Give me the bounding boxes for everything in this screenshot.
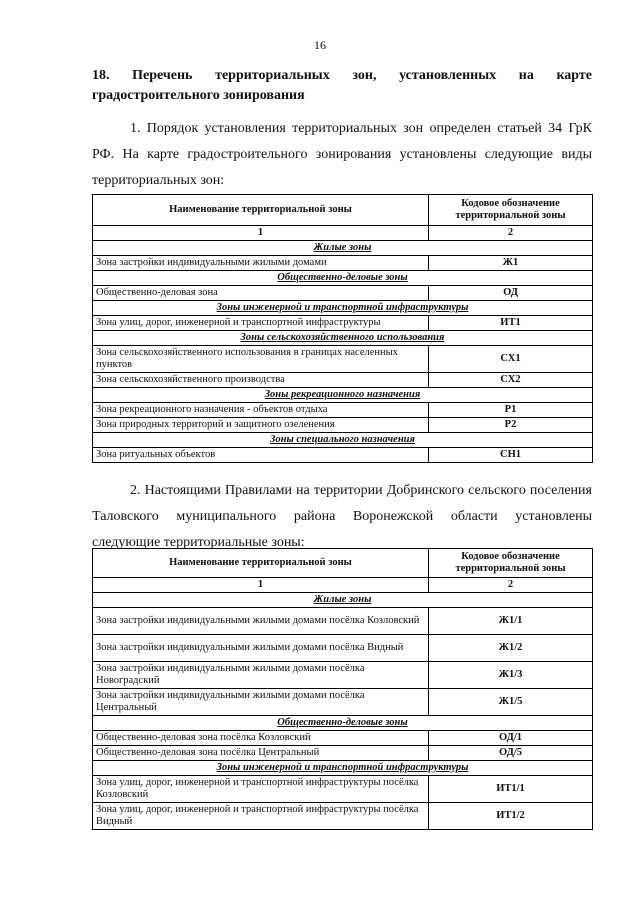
group-row xyxy=(93,433,593,448)
zone-code: Ж1/1 xyxy=(429,608,593,635)
zone-name: Зона сельскохозяйственного использования в границах населенных пунктов xyxy=(93,346,429,373)
table-row xyxy=(93,776,593,803)
group-title: Зоны инженерной и транспортной инфраструктуры xyxy=(93,761,593,776)
zone-name: Зона застройки индивидуальными жилыми домами посёлка Новоградский xyxy=(93,662,429,689)
table-row xyxy=(93,418,593,433)
group-title: Зоны инженерной и транспортной инфраструктуры xyxy=(93,301,593,316)
group-row xyxy=(93,331,593,346)
table-row xyxy=(93,373,593,388)
table-row xyxy=(93,316,593,331)
header-zone-name: Наименование территориальной зоны xyxy=(93,549,429,578)
zone-code: ИТ1/2 xyxy=(429,803,593,830)
zone-name: Зона застройки индивидуальными жилыми домами посёлка Центральный xyxy=(93,689,429,716)
table-row xyxy=(93,286,593,301)
section-heading: 18. Перечень территориальных зон, установленных на карте градостроительного зонирования xyxy=(92,68,592,103)
group-title: Зоны специального назначения xyxy=(93,433,593,448)
zone-code: СН1 xyxy=(429,448,593,463)
column-number-2: 2 xyxy=(429,578,593,593)
table-row xyxy=(93,448,593,463)
zones-table-1 xyxy=(92,194,593,463)
group-title: Общественно-деловые зоны xyxy=(93,716,593,731)
zone-name: Зона улиц, дорог, инженерной и транспортной инфраструктуры xyxy=(93,316,429,331)
header-zone-name: Наименование территориальной зоны xyxy=(93,195,429,226)
zone-code: СХ1 xyxy=(429,346,593,373)
table-row xyxy=(93,689,593,716)
column-number-2: 2 xyxy=(429,226,593,241)
group-title: Зоны рекреационного назначения xyxy=(93,388,593,403)
zone-name: Зона ритуальных объектов xyxy=(93,448,429,463)
table-row xyxy=(93,662,593,689)
group-row xyxy=(93,761,593,776)
zone-code: Ж1/3 xyxy=(429,662,593,689)
zones-table-2 xyxy=(92,548,593,830)
group-title: Жилые зоны xyxy=(93,241,593,256)
zone-code: Ж1 xyxy=(429,256,593,271)
zone-code: Р2 xyxy=(429,418,593,433)
paragraph-2: 2. Настоящими Правилами на территории Добринского сельского поселения Таловского муниципального района Воронежской области установлены следующие территориальные зоны: xyxy=(92,483,592,550)
table-2-body xyxy=(93,593,593,830)
group-title: Жилые зоны xyxy=(93,593,593,608)
zone-name: Общественно-деловая зона посёлка Центральный xyxy=(93,746,429,761)
zone-name: Зона рекреационного назначения - объектов отдыха xyxy=(93,403,429,418)
group-row xyxy=(93,388,593,403)
zone-code: ИТ1 xyxy=(429,316,593,331)
zone-name: Зона улиц, дорог, инженерной и транспортной инфраструктуры посёлка Видный xyxy=(93,803,429,830)
zone-code: ОД/5 xyxy=(429,746,593,761)
table-row xyxy=(93,803,593,830)
group-row xyxy=(93,716,593,731)
paragraph-1: 1. Порядок установления территориальных зон определен статьей 34 ГрК РФ. На карте градостроительного зонирования установлены следующие виды территориальных зон: xyxy=(92,121,592,188)
column-number-1: 1 xyxy=(93,578,429,593)
column-number-1: 1 xyxy=(93,226,429,241)
zone-code: ОД/1 xyxy=(429,731,593,746)
zone-code: Р1 xyxy=(429,403,593,418)
table-row xyxy=(93,746,593,761)
zone-name: Зона природных территорий и защитного озеленения xyxy=(93,418,429,433)
group-row xyxy=(93,241,593,256)
table-row xyxy=(93,731,593,746)
zone-code: ИТ1/1 xyxy=(429,776,593,803)
column-number-row xyxy=(93,226,593,241)
table-row xyxy=(93,346,593,373)
header-zone-code: Кодовое обозначение территориальной зоны xyxy=(429,195,593,226)
zone-code: СХ2 xyxy=(429,373,593,388)
zone-code: Ж1/5 xyxy=(429,689,593,716)
group-row xyxy=(93,271,593,286)
zone-code: ОД xyxy=(429,286,593,301)
group-row xyxy=(93,593,593,608)
group-title: Общественно-деловые зоны xyxy=(93,271,593,286)
zone-name: Общественно-деловая зона посёлка Козловский xyxy=(93,731,429,746)
zone-name: Зона сельскохозяйственного производства xyxy=(93,373,429,388)
zone-name: Зона застройки индивидуальными жилыми домами xyxy=(93,256,429,271)
group-title: Зоны сельскохозяйственного использования xyxy=(93,331,593,346)
group-row xyxy=(93,301,593,316)
table-row xyxy=(93,608,593,635)
table-1-body xyxy=(93,241,593,463)
zone-name: Общественно-деловая зона xyxy=(93,286,429,301)
zone-name: Зона улиц, дорог, инженерной и транспортной инфраструктуры посёлка Козловский xyxy=(93,776,429,803)
table-row xyxy=(93,635,593,662)
header-zone-code: Кодовое обозначение территориальной зоны xyxy=(429,549,593,578)
zone-name: Зона застройки индивидуальными жилыми домами посёлка Видный xyxy=(93,635,429,662)
zone-name: Зона застройки индивидуальными жилыми домами посёлка Козловский xyxy=(93,608,429,635)
page-number: 16 xyxy=(314,38,326,52)
table-header-row xyxy=(93,549,593,578)
table-header-row xyxy=(93,195,593,226)
table-row xyxy=(93,403,593,418)
table-row xyxy=(93,256,593,271)
zone-code: Ж1/2 xyxy=(429,635,593,662)
column-number-row xyxy=(93,578,593,593)
